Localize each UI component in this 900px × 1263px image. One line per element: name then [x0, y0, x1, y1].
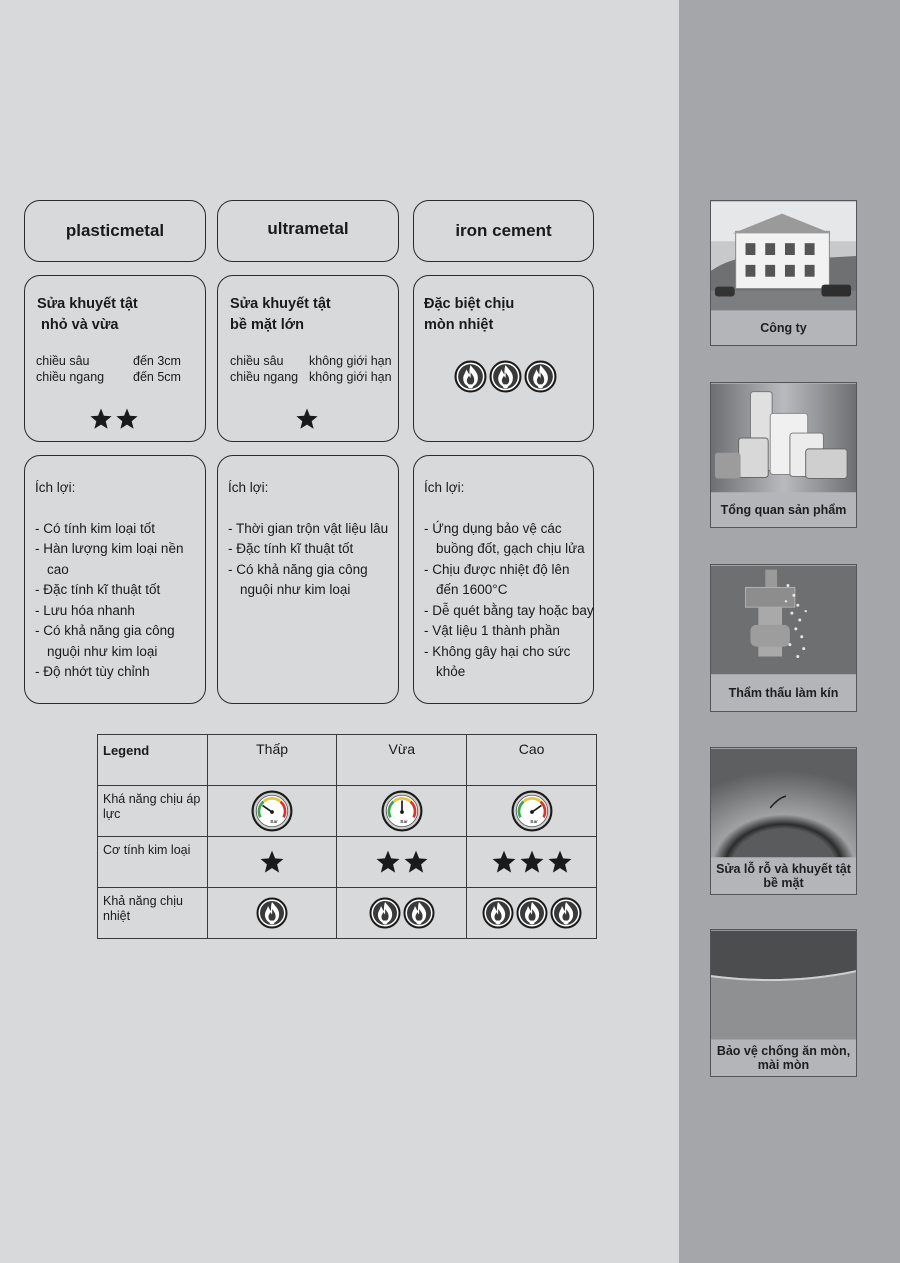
photo-products	[710, 382, 857, 528]
benefit-item: - Có tính kim loại tốt	[35, 520, 156, 536]
product-name: plasticmetal	[65, 221, 165, 240]
benefits-box-plasticmetal	[24, 455, 206, 704]
benefits-title: Ích lợi:	[424, 480, 465, 495]
product-name-box-iron-cement	[413, 200, 594, 262]
legend-row-pressure	[98, 786, 597, 837]
dimension-values	[309, 353, 392, 385]
dimension-labels	[230, 353, 298, 385]
photo-caption: Sửa lỗ rỗ và khuyết tật bề mặt	[716, 862, 851, 890]
dimension-values	[133, 353, 181, 385]
pitting-repair-photo	[711, 748, 856, 858]
benefit-item: - Không gây hại cho sức khỏe	[424, 643, 571, 679]
flame-icon	[482, 897, 514, 929]
legend-level-medium: Vừa	[337, 735, 467, 786]
feature-line: mòn nhiệt	[424, 317, 494, 333]
star-icon	[403, 849, 429, 875]
feature-title	[37, 294, 138, 336]
benefit-item: - Độ nhớt tùy chỉnh	[35, 664, 150, 679]
dim-value: đến 5cm	[133, 370, 181, 384]
benefits-title: Ích lợi:	[35, 480, 76, 495]
feature-box-plasticmetal	[24, 275, 206, 442]
legend-cell	[207, 786, 337, 837]
feature-title	[230, 294, 331, 336]
legend-cell	[337, 888, 467, 939]
rating-stars	[295, 407, 319, 431]
dim-label: chiều ngang	[36, 370, 105, 384]
benefit-item: - Chịu được nhiệt độ lên đến 1600°C	[424, 561, 570, 597]
company-building-photo	[711, 201, 856, 311]
flame-icon	[454, 360, 487, 393]
feature-line: Sửa khuyết tật	[37, 296, 138, 312]
benefits-box-ultrametal	[217, 455, 399, 704]
benefits-content	[424, 478, 594, 683]
benefits-content	[228, 478, 400, 601]
legend-level-low: Thấp	[207, 735, 337, 786]
benefit-item: - Có khả năng gia công nguội như kim loại	[35, 623, 175, 659]
feature-line: nhỏ và vừa	[37, 317, 119, 333]
dim-label: chiều ngang	[230, 370, 299, 384]
product-name: iron cement	[455, 221, 552, 240]
legend-cell	[467, 837, 597, 888]
legend-icon-group	[491, 849, 573, 875]
photo-caption: Bảo vệ chống ăn mòn, mài mòn	[716, 1044, 851, 1072]
photo-company	[710, 200, 857, 346]
legend-icon-group	[251, 790, 293, 832]
flame-icon	[403, 897, 435, 929]
flame-icon	[550, 897, 582, 929]
legend-header-row	[98, 735, 597, 786]
star-icon	[259, 849, 285, 875]
photo-sealing	[710, 564, 857, 712]
benefit-item: - Vật liệu 1 thành phần	[424, 623, 560, 638]
photo-corrosion	[710, 929, 857, 1077]
product-cans-photo	[711, 383, 856, 493]
gauge-unit-label: Bar	[270, 820, 278, 826]
pressure-gauge-icon	[251, 790, 293, 832]
star-icon	[115, 407, 139, 431]
benefit-item: - Hàn lượng kim loại nền cao	[35, 541, 184, 577]
benefit-item: - Lưu hóa nhanh	[35, 602, 135, 618]
legend-icon-group	[256, 897, 288, 929]
star-icon	[491, 849, 517, 875]
benefit-item: - Thời gian trộn vật liệu lâu	[228, 520, 389, 536]
feature-line: Sửa khuyết tật	[230, 296, 331, 312]
dim-value: không giới hạn	[309, 370, 392, 384]
benefits-box-iron-cement	[413, 455, 594, 704]
feature-box-iron-cement	[413, 275, 594, 442]
photo-caption: Thẩm thấu làm kín	[728, 686, 839, 700]
benefit-item: - Đặc tính kĩ thuật tốt	[228, 541, 354, 556]
legend-icon-group	[375, 849, 429, 875]
benefit-item: - Ứng dụng bảo vệ các buồng đốt, gạch chịu lửa	[424, 520, 585, 556]
dim-value: đến 3cm	[133, 354, 181, 368]
legend-icon-group	[369, 897, 435, 929]
legend-row-mechanical	[98, 837, 597, 888]
star-icon	[519, 849, 545, 875]
pressure-gauge-icon	[381, 790, 423, 832]
dim-value: không giới hạn	[309, 354, 392, 368]
flame-icon	[369, 897, 401, 929]
feature-box-ultrametal	[217, 275, 399, 442]
legend-icon-group	[381, 790, 423, 832]
star-icon	[89, 407, 113, 431]
legend-row-heat	[98, 888, 597, 939]
rating-flames	[454, 360, 557, 393]
legend-table	[97, 734, 597, 939]
legend-level-high: Cao	[467, 735, 597, 786]
sealing-spray-photo	[711, 565, 856, 675]
pressure-gauge-icon	[511, 790, 553, 832]
feature-title	[424, 294, 514, 336]
flame-icon	[256, 897, 288, 929]
legend-icon-group	[259, 849, 285, 875]
photo-caption: Tổng quan sản phẩm	[720, 503, 847, 517]
rating-stars	[89, 407, 139, 431]
gauge-unit-label: Bar	[529, 820, 538, 826]
corrosion-protection-photo	[711, 930, 856, 1040]
legend-cell	[467, 786, 597, 837]
dim-label: chiều sâu	[230, 354, 284, 368]
photo-pitting-repair	[710, 747, 857, 895]
legend-icon-group	[511, 790, 553, 832]
legend-cell	[207, 888, 337, 939]
feature-line: bề mặt lớn	[230, 317, 304, 333]
benefit-item: - Có khả năng gia công nguội như kim loại	[228, 561, 368, 597]
flame-icon	[489, 360, 522, 393]
legend-cell	[467, 888, 597, 939]
legend-cell	[337, 786, 467, 837]
dim-label: chiều sâu	[36, 354, 90, 368]
benefits-title: Ích lợi:	[228, 480, 269, 495]
star-icon	[547, 849, 573, 875]
gauge-unit-label: Bar	[400, 820, 408, 826]
legend-title: Legend	[98, 735, 208, 786]
flame-icon	[516, 897, 548, 929]
feature-line: Đặc biệt chịu	[424, 296, 515, 312]
product-name: ultrametal	[267, 219, 349, 238]
flame-icon	[524, 360, 557, 393]
product-name-box-plasticmetal	[24, 200, 206, 262]
legend-row-label: Khả năng chịu nhiệt	[98, 888, 208, 939]
benefit-item: - Dễ quét bằng tay hoặc bay	[424, 602, 594, 618]
legend-cell	[207, 837, 337, 888]
dimension-labels	[36, 353, 104, 385]
legend-row-label: Khá năng chịu áp lực	[98, 786, 208, 837]
legend-icon-group	[482, 897, 582, 929]
star-icon	[295, 407, 319, 431]
benefits-content	[35, 478, 203, 683]
legend-row-label: Cơ tính kim loại	[98, 837, 208, 888]
star-icon	[375, 849, 401, 875]
benefit-item: - Đặc tính kĩ thuật tốt	[35, 582, 161, 597]
photo-caption: Công ty	[760, 321, 807, 335]
product-name-box-ultrametal	[217, 200, 399, 262]
legend-cell	[337, 837, 467, 888]
